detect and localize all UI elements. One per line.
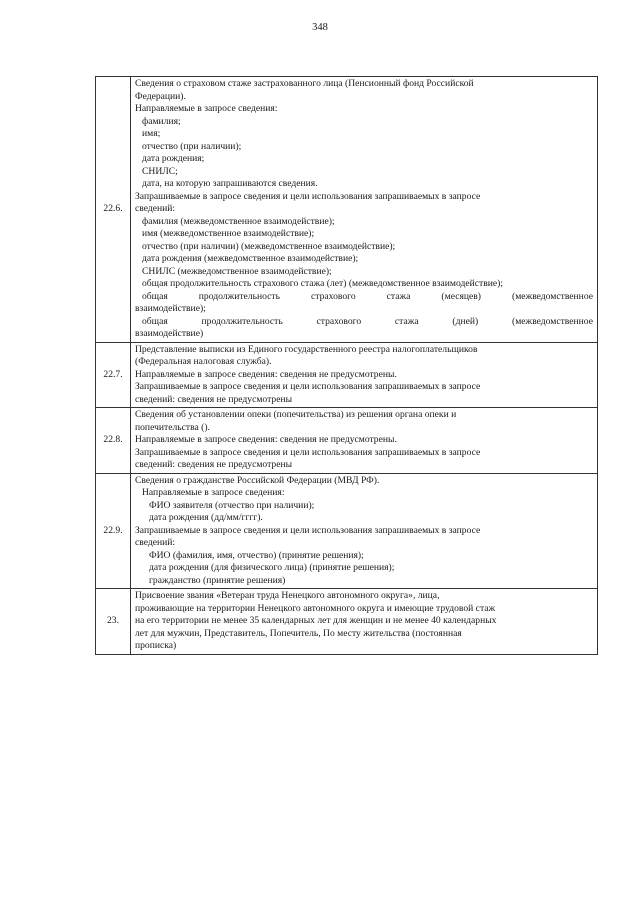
description-line: Сведения о страховом стаже застрахованного лица (Пенсионный фонд Российской <box>135 78 474 89</box>
description-line: СНИЛС; <box>142 165 178 177</box>
description-line: Сведения о гражданстве Российской Федерации (МВД РФ). <box>135 474 380 486</box>
row-number: 23. <box>96 589 131 655</box>
description-line: Направляемые в запросе сведения: <box>142 487 285 498</box>
description-line: Запрашиваемые в запросе сведения и цели использования запрашиваемых в запросе <box>135 524 481 536</box>
description-line: проживающие на территории Ненецкого автономного округа и имеющие трудовой стаж <box>135 602 496 614</box>
row-number: 22.9. <box>96 473 131 589</box>
description-line: ФИО (фамилия, имя, отчество) (принятие решения); <box>149 549 364 561</box>
description-line: отчество (при наличии); <box>142 140 242 152</box>
row-number: 22.7. <box>96 342 131 408</box>
description-line: фамилия; <box>142 115 181 127</box>
description-line: дата рождения (дд/мм/гггг). <box>149 512 263 523</box>
table-row <box>96 342 598 408</box>
description-line: дата рождения; <box>142 153 205 164</box>
description-line: Запрашиваемые в запросе сведения и цели использования запрашиваемых в запросе <box>135 446 481 458</box>
description-line: имя; <box>142 128 161 139</box>
description-line: взаимодействие) <box>135 328 204 339</box>
row-description <box>131 589 598 655</box>
description-line: дата рождения (межведомственное взаимодействие); <box>142 253 359 264</box>
description-line: сведений: сведения не предусмотрены <box>135 393 293 405</box>
description-line: Представление выписки из Единого государственного реестра налогоплательщиков <box>135 343 478 355</box>
description-line: фамилия (межведомственное взаимодействие); <box>142 215 335 227</box>
description-line: отчество (при наличии) (межведомственное взаимодействие); <box>142 240 396 252</box>
description-line: Направляемые в запросе сведения: <box>135 103 278 114</box>
description-line: общая продолжительность страхового стажа (дней) (межведомственное <box>142 315 593 327</box>
description-line: Присвоение звания «Ветеран труда Ненецкого автономного округа», лица, <box>135 590 440 601</box>
description-line: взаимодействие); <box>135 303 206 314</box>
description-line: сведений: сведения не предусмотрены <box>135 459 293 470</box>
description-line: дата рождения (для физического лица) (принятие решения); <box>149 562 395 573</box>
description-line: Федерации). <box>135 90 186 102</box>
row-description <box>131 77 598 343</box>
description-line: Направляемые в запросе сведения: сведения не предусмотрены. <box>135 368 397 380</box>
page-number: 348 <box>312 22 328 33</box>
table-row <box>96 77 598 343</box>
row-number: 22.8. <box>96 408 131 474</box>
services-table <box>95 76 598 655</box>
table-row <box>96 589 598 655</box>
table-row <box>96 473 598 589</box>
description-line: сведений: <box>135 537 176 548</box>
description-line: дата, на которую запрашиваются сведения. <box>142 178 318 189</box>
row-description <box>131 408 598 474</box>
description-line: ФИО заявителя (отчество при наличии); <box>149 499 315 511</box>
table-body <box>96 77 598 655</box>
description-line: Направляемые в запросе сведения: сведения не предусмотрены. <box>135 434 397 445</box>
description-line: (Федеральная налоговая служба). <box>135 356 272 367</box>
description-line: на его территории не менее 35 календарных лет для женщин и не менее 40 календарных <box>135 615 497 626</box>
description-line: имя (межведомственное взаимодействие); <box>142 228 315 239</box>
description-line: лет для мужчин, Представитель, Попечитель, По месту жительства (постоянная <box>135 627 462 639</box>
description-line: прописка) <box>135 640 177 651</box>
row-description <box>131 473 598 589</box>
description-line: СНИЛС (межведомственное взаимодействие); <box>142 265 332 277</box>
row-description <box>131 342 598 408</box>
description-line: общая продолжительность страхового стажа (лет) (межведомственное взаимодействие); <box>142 278 503 289</box>
description-line: попечительства (). <box>135 421 210 433</box>
description-line: Сведения об установлении опеки (попечительства) из решения органа опеки и <box>135 409 457 420</box>
row-number: 22.6. <box>96 77 131 343</box>
description-line: сведений: <box>135 203 176 214</box>
table-row <box>96 408 598 474</box>
description-line: Запрашиваемые в запросе сведения и цели использования запрашиваемых в запросе <box>135 381 481 392</box>
description-line: общая продолжительность страхового стажа (месяцев) (межведомственное <box>142 290 593 302</box>
description-line: Запрашиваемые в запросе сведения и цели использования запрашиваемых в запросе <box>135 190 481 202</box>
description-line: гражданство (принятие решения) <box>149 574 286 586</box>
